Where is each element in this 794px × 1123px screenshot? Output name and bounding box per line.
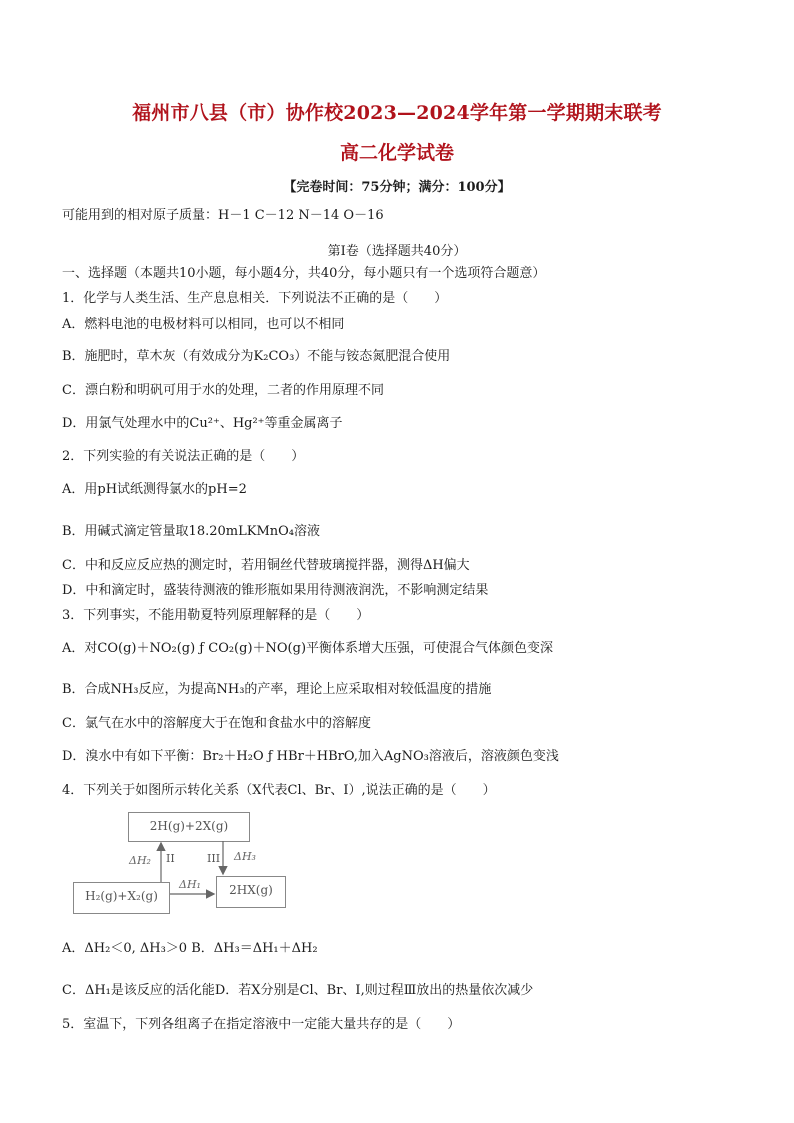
q2-option-b: B．用碱式滴定管量取18.20mLKMnO₄溶液: [62, 524, 320, 539]
q3-stem: 3．下列事实，不能用勒夏特列原理解释的是（ ）: [62, 608, 370, 623]
q1-option-c: C．漂白粉和明矾可用于水的处理，二者的作用原理不同: [62, 383, 384, 398]
q1-option-d: D．用氯气处理水中的Cu²⁺、Hg²⁺等重金属离子: [62, 416, 343, 431]
exam-title: 福州市八县（市）协作校2023—2024学年第一学期期末联考: [132, 102, 662, 124]
q3-option-b: B．合成NH₃反应，为提高NH₃的产率，理论上应采取相对较低温度的措施: [62, 682, 492, 697]
q2-option-a: A．用pH试纸测得氯水的pH=2: [62, 482, 247, 497]
energy-cycle-diagram: [73, 806, 293, 918]
q5-stem: 5．室温下，下列各组离子在指定溶液中一定能大量共存的是（ ）: [62, 1017, 461, 1032]
q1-option-b: B．施肥时，草木灰（有效成分为K₂CO₃）不能与铵态氮肥混合使用: [62, 349, 451, 364]
q1-option-a: A．燃料电池的电极材料可以相同，也可以不相同: [62, 317, 345, 332]
section-title: 第Ⅰ卷（选择题共40分）: [327, 244, 467, 259]
diagram-arrows: [73, 806, 293, 918]
diagram-left-box: H₂(g)+X₂(g): [73, 882, 170, 914]
q4-options-ab: A．ΔH₂＜0, ΔH₃＞0 B．ΔH₃＝ΔH₁＋ΔH₂: [62, 941, 318, 956]
label-step3: III: [207, 852, 221, 865]
section-instruction: 一、选择题（本题共10小题，每小题4分，共40分，每小题只有一个选项符合题意）: [62, 266, 546, 281]
q3-option-c: C．氯气在水中的溶解度大于在饱和食盐水中的溶解度: [62, 716, 371, 731]
diagram-right-box: 2HX(g): [216, 876, 286, 908]
q3-option-a: A．对CO(g)＋NO₂(g) ƒ CO₂(g)＋NO(g)平衡体系增大压强，可使混合气体颜色变深: [62, 641, 554, 656]
label-dh3: ΔH₃: [234, 850, 256, 863]
exam-info: 【完卷时间：75分钟；满分：100分】: [283, 180, 511, 195]
label-dh2: ΔH₂: [129, 854, 151, 867]
label-step2: II: [166, 852, 175, 865]
diagram-top-box: 2H(g)+2X(g): [128, 812, 250, 842]
label-dh1: ΔH₁: [179, 878, 201, 891]
q4-options-cd: C．ΔH₁是该反应的活化能D．若X分别是Cl、Br、I,则过程Ⅲ放出的热量依次减少: [62, 983, 534, 998]
q2-stem: 2．下列实验的有关说法正确的是（ ）: [62, 449, 305, 464]
exam-subtitle: 高二化学试卷: [339, 142, 454, 164]
q1-stem: 1．化学与人类生活、生产息息相关．下列说法不正确的是（ ）: [62, 291, 448, 306]
atomic-masses: 可能用到的相对原子质量：H－1 C－12 N－14 O－16: [62, 208, 384, 223]
q4-stem: 4．下列关于如图所示转化关系（X代表Cl、Br、I）,说法正确的是（ ）: [62, 783, 496, 798]
q2-option-c: C．中和反应反应热的测定时，若用铜丝代替玻璃搅拌器，测得ΔH偏大: [62, 558, 470, 573]
q3-option-d: D．溴水中有如下平衡：Br₂＋H₂O ƒ HBr＋HBrO,加入AgNO₃溶液后，溶液颜色变浅: [62, 749, 559, 764]
q2-option-d: D．中和滴定时，盛装待测液的锥形瓶如果用待测液润洗，不影响测定结果: [62, 583, 489, 598]
